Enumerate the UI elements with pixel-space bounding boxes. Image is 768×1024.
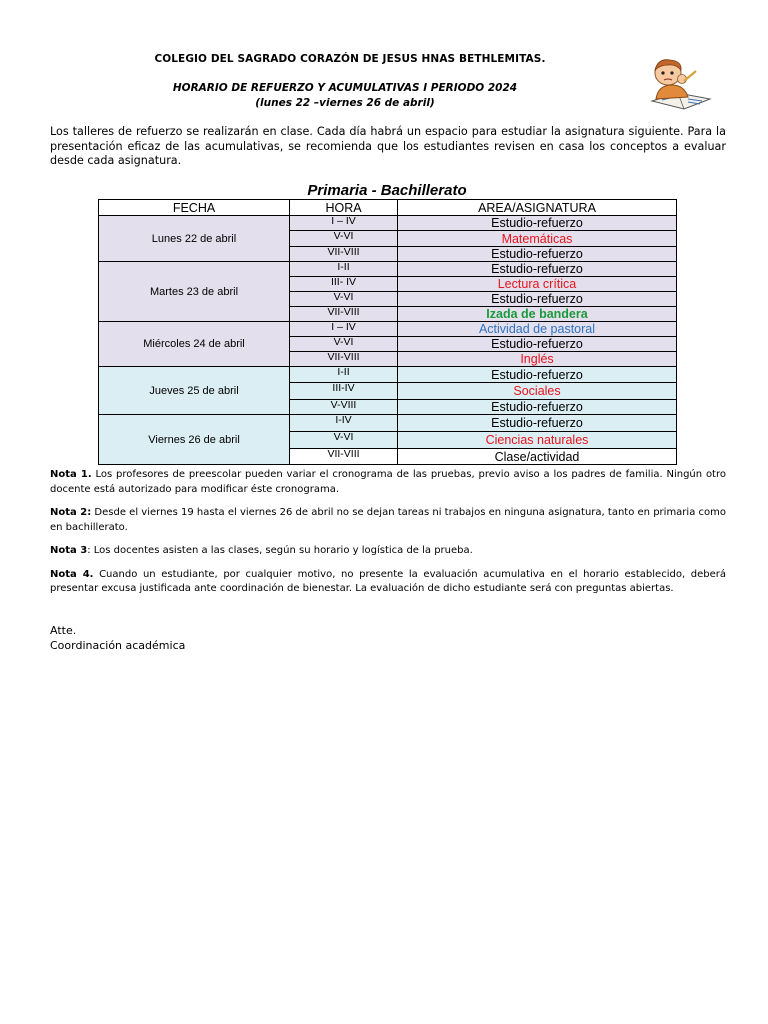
date-cell: Martes 23 de abril (99, 262, 290, 322)
hour-cell: III-IV (290, 383, 398, 400)
date-cell: Jueves 25 de abril (99, 367, 290, 415)
hour-cell: V-VI (290, 432, 398, 449)
intro-paragraph: Los talleres de refuerzo se realizarán en clase. Cada día habrá un espacio para estudiar la asignatura siguiente. Para la presentación eficaz de las acumulativas, se recomienda que los estudiantes revisen en casa los conceptos a evaluar desde cada asignatura. (50, 125, 726, 167)
table-row (99, 322, 677, 337)
subject-cell: Ciencias naturales (398, 432, 677, 449)
signature-department: Coordinación académica (50, 638, 186, 652)
hour-cell: I – IV (290, 216, 398, 231)
hour-cell: I – IV (290, 322, 398, 337)
hour-cell: V-VI (290, 337, 398, 352)
subject-cell: Inglés (398, 352, 677, 367)
school-name: COLEGIO DEL SAGRADO CORAZÓN DE JESUS HNAS BETHLEMITAS. (154, 53, 546, 65)
hour-cell: I-II (290, 262, 398, 277)
column-header-area: AREA/ASIGNATURA (398, 200, 677, 216)
subject-cell: Actividad de pastoral (398, 322, 677, 337)
table-row (99, 262, 677, 277)
table-row (99, 415, 677, 432)
hour-cell: I-II (290, 367, 398, 383)
note-2: Nota 2: Desde el viernes 19 hasta el viernes 26 de abril no se dejan tareas ni trabajos en ninguna asignatura, tanto en primaria como en bachillerato. (50, 507, 726, 533)
signature-greeting: Atte. (50, 624, 77, 637)
table-row (99, 367, 677, 383)
hour-cell: I-IV (290, 415, 398, 432)
hour-cell: III- IV (290, 277, 398, 292)
column-header-fecha: FECHA (99, 200, 290, 216)
subject-cell: Lectura crítica (398, 277, 677, 292)
note-3: Nota 3: Los docentes asisten a las clases, según su horario y logística de la prueba. (50, 545, 473, 556)
subject-cell: Estudio-refuerzo (398, 337, 677, 352)
subject-cell: Matemáticas (398, 231, 677, 247)
date-cell: Miércoles 24 de abril (99, 322, 290, 367)
notes-section (50, 468, 726, 606)
note-4: Nota 4. Cuando un estudiante, por cualquier motivo, no presente la evaluación acumulativa en el horario establecido, deberá presentar excusa justificada ante coordinación de bienestar. La evaluación de dicho estudiante será con preguntas abiertas. (50, 568, 726, 594)
subject-cell: Clase/actividad (398, 449, 677, 465)
hour-cell: VII-VIII (290, 247, 398, 262)
table-title: Primaria - Bachillerato (307, 182, 467, 199)
subject-cell: Estudio-refuerzo (398, 216, 677, 231)
table-header-row (99, 200, 677, 216)
schedule-table (98, 199, 677, 465)
subject-cell: Estudio-refuerzo (398, 415, 677, 432)
subject-cell: Izada de bandera (398, 307, 677, 322)
hour-cell: VII-VIII (290, 449, 398, 465)
subject-cell: Sociales (398, 383, 677, 400)
subject-cell: Estudio-refuerzo (398, 400, 677, 415)
hour-cell: V-VI (290, 292, 398, 307)
hour-cell: VII-VIII (290, 352, 398, 367)
hour-cell: V-VI (290, 231, 398, 247)
subject-cell: Estudio-refuerzo (398, 367, 677, 383)
subject-cell: Estudio-refuerzo (398, 247, 677, 262)
hour-cell: VII-VIII (290, 307, 398, 322)
note-1: Nota 1. Los profesores de preescolar pueden variar el cronograma de las pruebas, previo aviso a los padres de familia. Ningún otro docente está autorizado para modificar éste cronograma. (50, 469, 726, 495)
table-row (99, 216, 677, 231)
signature (50, 624, 185, 653)
date-cell: Lunes 22 de abril (99, 216, 290, 262)
schedule-dates: (lunes 22 –viernes 26 de abril) (255, 97, 435, 109)
hour-cell: V-VIII (290, 400, 398, 415)
column-header-hora: HORA (290, 200, 398, 216)
subject-cell: Estudio-refuerzo (398, 262, 677, 277)
subject-cell: Estudio-refuerzo (398, 292, 677, 307)
studying-child-icon (638, 55, 718, 115)
date-cell: Viernes 26 de abril (99, 415, 290, 465)
schedule-title: HORARIO DE REFUERZO Y ACUMULATIVAS I PERIODO 2024 (172, 82, 518, 94)
